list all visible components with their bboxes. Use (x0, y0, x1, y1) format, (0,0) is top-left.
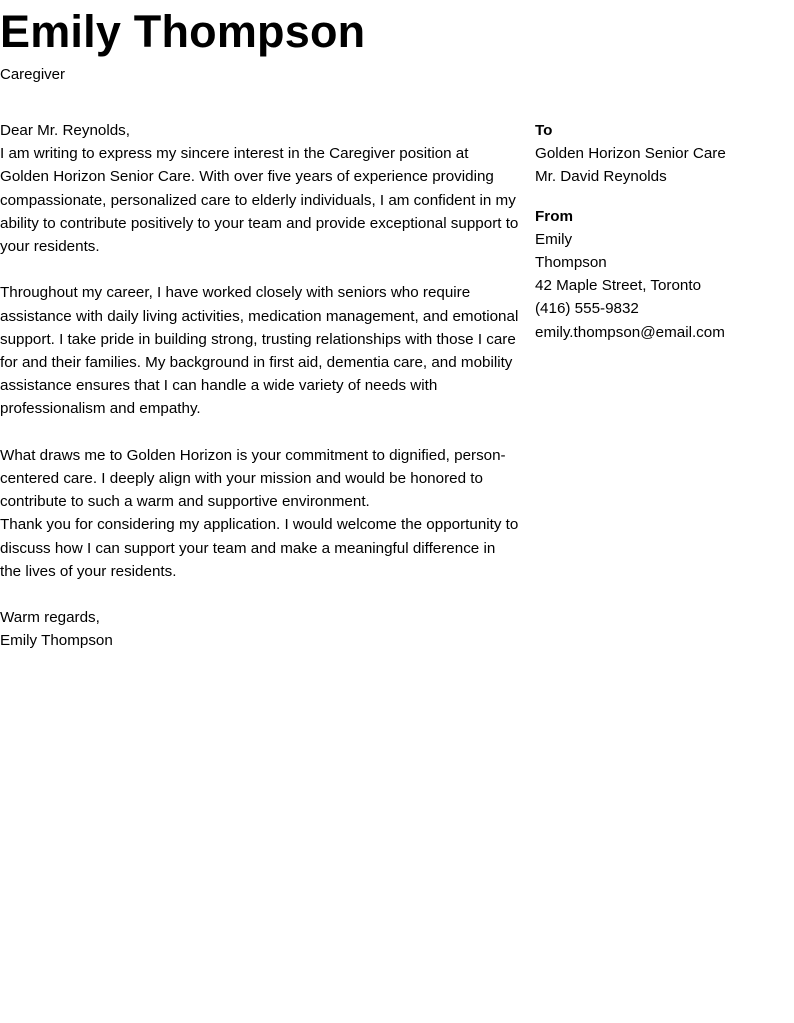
letter-header (0, 4, 794, 85)
paragraph-experience: Throughout my career, I have worked closely with seniors who require assistance with daily living activities, medication management, and emotional support. I take pride in building strong, trusting relationships with those I care for and their families. My background in first aid, dementia care, and mobility assistance ensures that I can handle a wide variety of needs with professionalism and empathy. (0, 284, 519, 418)
sender-phone: (416) 555-9832 (535, 300, 639, 318)
contact-sidebar (535, 119, 790, 344)
sender-address: 42 Maple Street, Toronto (535, 277, 702, 295)
applicant-role: Caregiver (0, 66, 66, 83)
sender-label: From (535, 207, 573, 225)
recipient-label: To (535, 122, 553, 139)
signature: Emily Thompson (0, 632, 113, 650)
sender-block (535, 205, 790, 344)
sender-email: emily.thompson@email.com (535, 323, 725, 341)
letter-body (0, 119, 520, 653)
recipient-contact: Mr. David Reynolds (535, 168, 667, 186)
recipient-block (535, 119, 790, 189)
paragraph-spacer (0, 421, 520, 444)
sender-name: Emily Thompson (535, 230, 607, 272)
closing: Warm regards, (0, 609, 100, 627)
paragraph-intro: I am writing to express my sincere interest in the Caregiver position at Golden Horizon Senior Care. With over five years of experience providing compassionate, personalized care to elderly individuals, I am confident in my ability to contribute positively to your team and provide exceptional support to your residents. (0, 145, 519, 256)
paragraph-motivation: What draws me to Golden Horizon is your commitment to dignified, person-centered care. I deeply align with your mission and would be honored to contribute to such a warm and supportive environment. (0, 446, 506, 511)
salutation: Dear Mr. Reynolds, (0, 122, 130, 139)
paragraph-spacer (0, 583, 520, 606)
paragraph-spacer (0, 258, 520, 281)
paragraph-thanks: Thank you for considering my application. I would welcome the opportunity to discuss how I can support your team and make a meaningful difference in the lives of your residents. (0, 516, 519, 580)
block-spacer (535, 189, 790, 205)
recipient-company: Golden Horizon Senior Care (535, 145, 726, 163)
applicant-name: Emily Thompson (0, 6, 366, 57)
